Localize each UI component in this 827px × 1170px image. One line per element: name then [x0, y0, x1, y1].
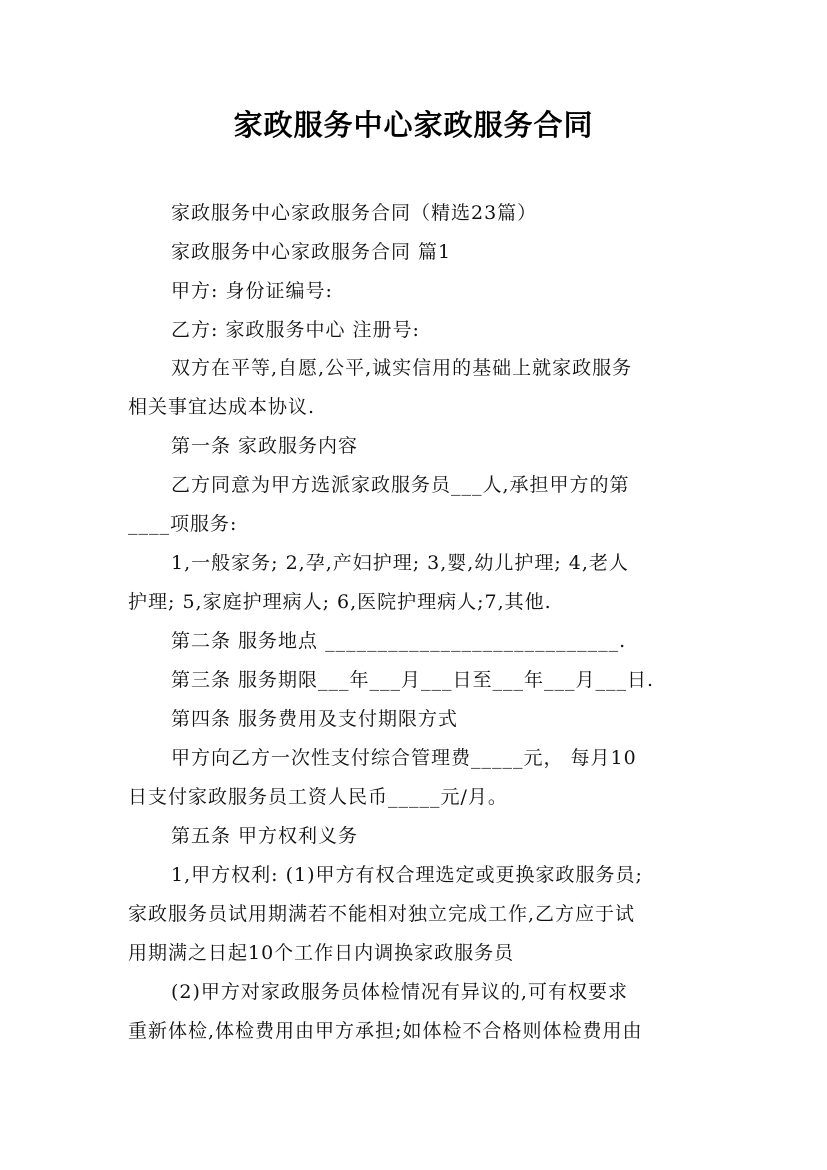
paragraph-line: 乙方同意为甲方选派家政服务员___人,承担甲方的第 [171, 474, 630, 496]
paragraph-line: 护理; 5,家庭护理病人; 6,医院护理病人;7,其他. [128, 591, 552, 613]
article-heading: 第五条 甲方权利义务 [171, 825, 359, 847]
paragraph-line: 双方在平等,自愿,公平,诚实信用的基础上就家政服务 [171, 357, 633, 379]
article-heading: 第一条 家政服务内容 [171, 435, 359, 457]
paragraph-line: 日支付家政服务员工资人民币_____元/月。 [128, 786, 508, 808]
party-b-line: 乙方: 家政服务中心 注册号: [171, 319, 420, 341]
paragraph-line: 甲方向乙方一次性支付综合管理费_____元， 每月10 [171, 747, 637, 769]
article-heading: 第三条 服务期限___年___月___日至___年___月___日. [171, 669, 655, 691]
article-heading: 第二条 服务地点 ____________________________. [171, 630, 627, 652]
article-heading: 第四条 服务费用及支付期限方式 [171, 708, 459, 730]
paragraph-line: 重新体检,体检费用由甲方承担;如体检不合格则体检费用由 [128, 1020, 643, 1042]
paragraph-line: 相关事宜达成本协议. [128, 396, 316, 418]
section-heading: 家政服务中心家政服务合同 篇1 [171, 241, 452, 263]
paragraph-line: 家政服务员试用期满若不能相对独立完成工作,乙方应于试 [128, 903, 636, 925]
party-a-line: 甲方: 身份证编号: [171, 280, 333, 302]
document-title: 家政服务中心家政服务合同 [233, 108, 594, 142]
paragraph-line: (2)甲方对家政服务员体检情况有异议的,可有权要求 [171, 981, 628, 1003]
paragraph-line: 1,一般家务; 2,孕,产妇护理; 3,婴,幼儿护理; 4,老人 [171, 552, 629, 574]
paragraph-line: ____项服务: [128, 513, 238, 535]
paragraph-line: 用期满之日起10个工作日内调换家政服务员 [128, 942, 515, 964]
paragraph-line: 1,甲方权利: (1)甲方有权合理选定或更换家政服务员; [171, 864, 643, 886]
subtitle-line: 家政服务中心家政服务合同（精选23篇） [171, 202, 538, 224]
